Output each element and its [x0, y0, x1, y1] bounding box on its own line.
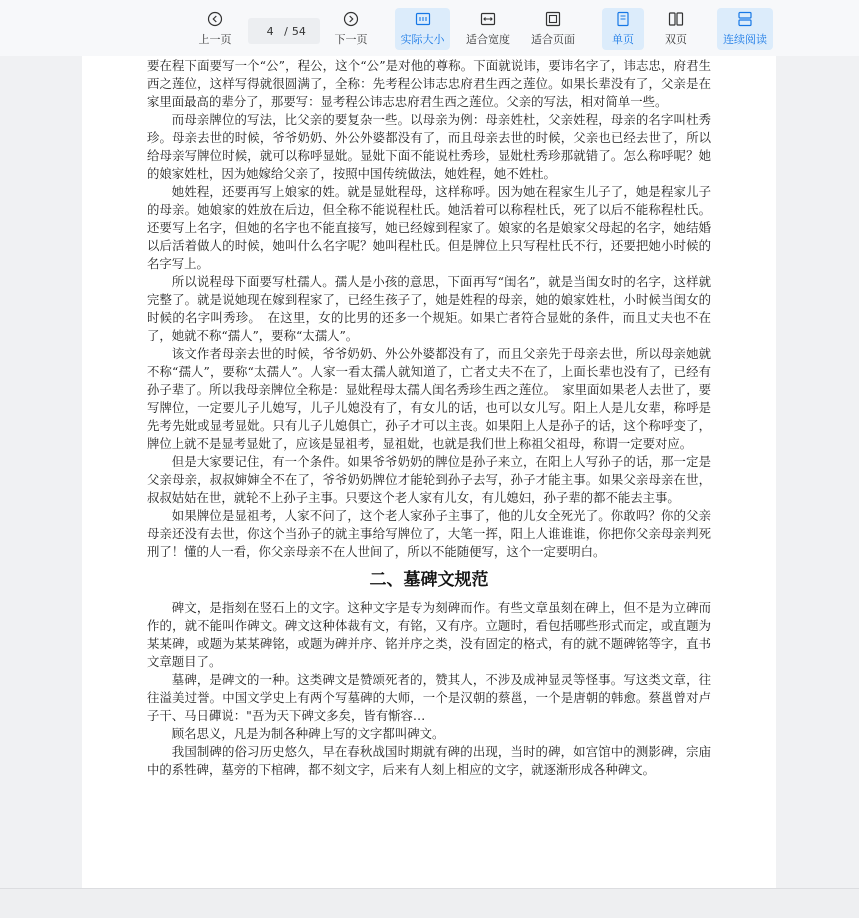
single-page-label: 单页: [612, 33, 634, 46]
double-page-label: 双页: [665, 33, 687, 46]
paragraph: 而母亲牌位的写法，比父亲的要复杂一些。以母亲为例：母亲姓杜，父亲姓程，母亲的名字叫杜秀珍。母亲去世的时候，爷爷奶奶、外公外婆都没有了，而且母亲去世的时候，父亲也已经去世了，所以给母亲写牌位时候，就可以称呼显妣。显妣下面不能说杜秀珍，显妣杜秀珍那就错了。怎么称呼呢？她的娘家姓杜，因为她嫁给父亲了，按照中国传统做法，她姓程，她不姓杜。: [147, 112, 711, 181]
paragraph: 顾名思义，凡是为制各种碑上写的文字都叫碑文。: [171, 726, 445, 741]
paragraph: 所以说程母下面要写杜孺人。孺人是小孩的意思，下面再写“闺名”，就是当闺女时的名字，这样就完整了。就是说她现在嫁到程家了，已经生孩子了，她是姓程的母亲，她的娘家姓杜，小时候当闺女的时候的名字叫秀珍。 在这里，女的比男的还多一个规矩。如果亡者符合显妣的条件，而且丈夫也不在了，她就不称“孺人”，要称“太孺人”。: [147, 274, 711, 343]
prev-page-button[interactable]: [192, 8, 238, 50]
document-page: [82, 56, 776, 888]
double-page-button[interactable]: [655, 8, 697, 50]
fit-width-icon: [480, 11, 496, 27]
current-page-input[interactable]: [262, 25, 278, 38]
paragraph: 墓碑，是碑文的一种。这类碑文是赞颂死者的，赞其人，不涉及成神显灵等怪事。写这类文章，往往溢美过誉。中国文学史上有两个写墓碑的大师，一个是汉朝的蔡邕，一个是唐朝的韩愈。蔡邕曾对卢子干、马日磾说："吾为天下碑文多矣，皆有惭容…: [147, 672, 711, 723]
section-heading: 二、墓碑文规范: [369, 570, 489, 590]
page-separator: /: [284, 24, 288, 38]
double-page-icon: [668, 11, 684, 27]
paragraph: 该文作者母亲去世的时候，爷爷奶奶、外公外婆都没有了，而且父亲先于母亲去世，所以母亲她就不称“孺人”，要称“太孺人”。人家一看太孺人就知道了，亡者丈夫不在了，上面长辈也没有了，已经有孙子辈了。所以我母亲牌位全称是：显妣程母太孺人闺名秀珍生西之莲位。 家里面如果老人去世了，要写牌位，一定要儿子儿媳写，儿子儿媳没有了，有女儿的话，也可以女儿写。阳上人是儿女辈，称呼是先考先妣或显考显妣。只有儿子儿媳俱亡，孙子才可以主丧。如果阳上人是孙子的话，这个称呼变了，牌位上就不是显考显妣了，应该是显祖考，显祖妣，也就是我们世上称祖父祖母，称谓一定要对应。: [147, 346, 711, 451]
chevron-left-circle-icon: [207, 11, 223, 27]
actual-size-button[interactable]: [395, 8, 450, 50]
viewer-toolbar: [0, 0, 859, 56]
page-indicator: [248, 18, 320, 44]
chevron-right-circle-icon: [343, 11, 359, 27]
prev-page-label: 上一页: [198, 33, 232, 46]
paragraph: 要在程下面要写一个“公”，程公，这个“公”是对他的尊称。下面就说讳，要讳名字了，讳志忠，府君生西之莲位，这样写得就很圆满了，全称：先考程公讳志忠府君生西之莲位。如果长辈没有了，父亲是在家里面最高的辈分了，那要写：显考程公讳志忠府君生西之莲位。父亲的写法，相对简单一些。: [147, 58, 711, 109]
fit-page-label: 适合页面: [531, 33, 575, 46]
bottom-status-bar: [0, 888, 859, 918]
actual-size-label: 实际大小: [400, 33, 445, 46]
fit-width-label: 适合宽度: [466, 33, 510, 46]
continuous-reading-icon: [737, 11, 753, 27]
fit-page-button[interactable]: [528, 8, 578, 50]
paragraph: 她姓程，还要再写上娘家的姓。就是显妣程母，这样称呼。因为她在程家生儿子了，她是程家儿子的母亲。她娘家的姓放在后边，但全称不能说程杜氏。她活着可以称程杜氏，死了以后不能称程杜氏。还要写上名字，但她的名字也不能直接写，她已经嫁到程家了。娘家的名是娘家父母起的名字，她结婚以后活着做人的时候，她叫什么名字呢？她叫程杜氏。但是牌位上只写程杜氏不行，还要把她小时候的名字写上。: [147, 184, 711, 271]
actual-size-icon: [415, 11, 431, 27]
paragraph: 但是大家要记住，有一个条件。如果爷爷奶奶的牌位是孙子来立，在阳上人写孙子的话，那一定是父亲母亲，叔叔婶婶全不在了，爷爷奶奶牌位才能轮到孙子去写，孙子才能主事。如果父亲母亲在世，叔叔姑姑在世，就轮不上孙子主事。只要这个老人家有儿女，有儿媳妇，孙子辈的都不能去主事。: [147, 454, 711, 505]
continuous-reading-label: 连续阅读: [723, 33, 767, 46]
paragraph: 我国制碑的俗习历史悠久，早在春秋战国时期就有碑的出现，当时的碑，如宫馆中的测影碑，宗庙中的系牲碑，墓旁的下棺碑，都不刻文字，后来有人刻上相应的文字，就逐渐形成各种碑文。: [147, 744, 711, 777]
paragraph: 碑文，是指刻在竖石上的文字。这种文字是专为刻碑而作。有些文章虽刻在碑上，但不是为立碑而作的，就不能叫作碑文。碑文这种体裁有文，有铭，又有序。立题时，看包括哪些形式而定，或直题为某某碑，或题为某某碑铭，或题为碑并序、铭并序之类，没有固定的格式，有的就不题碑铭等字，直书文章题目了。: [147, 600, 711, 669]
total-pages: 54: [291, 24, 306, 38]
fit-page-icon: [545, 11, 561, 27]
single-page-icon: [615, 11, 631, 27]
continuous-reading-button[interactable]: [717, 8, 773, 50]
paragraph: 如果牌位是显祖考，人家不问了，这个老人家孙子主事了，他的儿女全死光了。你敢吗？你的父亲母亲还没有去世，你这个当孙子的就主事给写牌位了，大笔一挥，阳上人谁谁谁，你把你父亲母亲判死刑了！懂的人一看，你父亲母亲不在人世间了，所以不能随便写，这个一定要明白。: [147, 508, 711, 559]
document-text: [147, 57, 711, 779]
fit-width-button[interactable]: [463, 8, 513, 50]
next-page-button[interactable]: [328, 8, 374, 50]
next-page-label: 下一页: [334, 33, 368, 46]
single-page-button[interactable]: [602, 8, 644, 50]
